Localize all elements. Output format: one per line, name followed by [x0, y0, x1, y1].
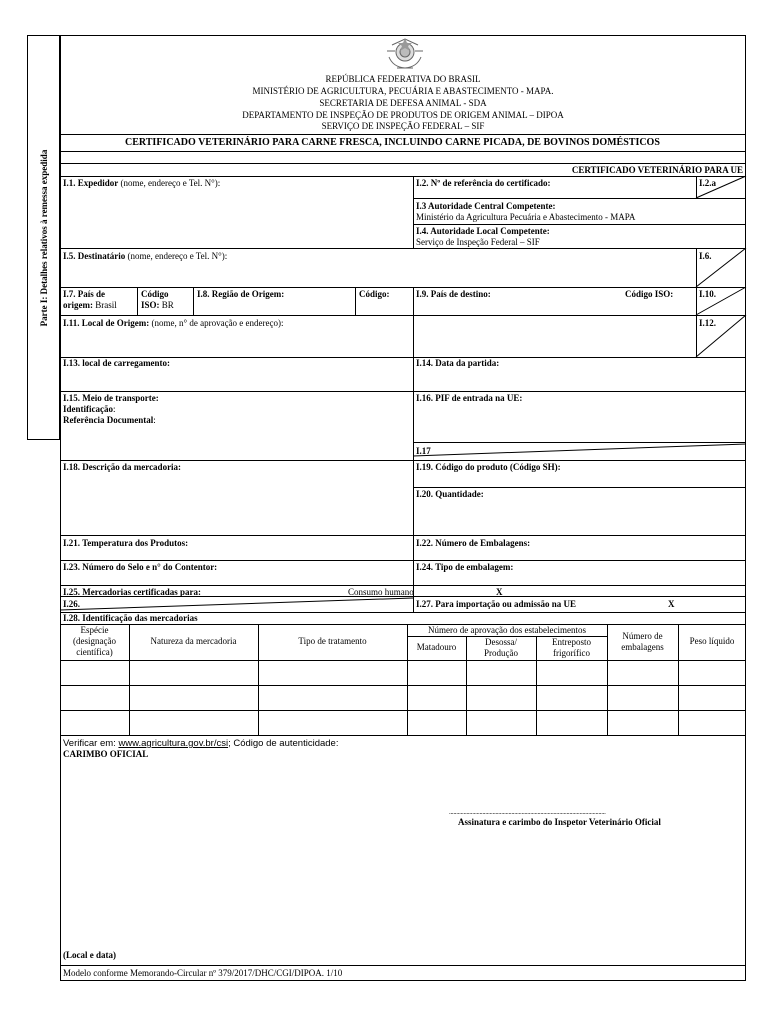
table-header-numero-2: embalagens: [621, 642, 664, 652]
field-i15-label: I.15. Meio de transporte:: [63, 393, 159, 403]
field-i24-label: I.24. Tipo de embalagem:: [416, 562, 514, 572]
field-i21-label: I.21. Temperatura dos Produtos:: [63, 538, 189, 548]
field-i4-value: Serviço de Inspeção Federal – SIF: [416, 237, 540, 247]
signature-label: Assinatura e carimbo do Inspetor Veterinário Oficial: [458, 817, 661, 827]
table-header-peso: Peso líquido: [689, 636, 735, 646]
signature-line: ............................................................................................................: [449, 808, 606, 816]
table-header-especie-2: (designação: [73, 636, 116, 646]
field-i7-label: I.7. País de: [63, 289, 106, 299]
certificate-subtitle: CERTIFICADO VETERINÁRIO PARA UE: [571, 165, 743, 175]
table-header-numero-1: Número de: [622, 631, 663, 641]
field-i26-label: I.26.: [63, 599, 81, 609]
verification-link[interactable]: www.agricultura.gov.br/csi: [118, 738, 229, 749]
field-codigo-label: Código: [141, 289, 169, 299]
field-i4-label: I.4. Autoridade Local Competente:: [416, 226, 550, 236]
field-i18-label: I.18. Descrição da mercadoria:: [63, 462, 182, 472]
table-header-especie-3: científica): [76, 647, 113, 657]
field-i22-label: I.22. Número de Embalagens:: [416, 538, 531, 548]
field-i25-value: Consumo humano: [348, 587, 414, 597]
brazil-coat-of-arms-icon: [383, 37, 427, 71]
field-i27-label: I.27. Para importação ou admissão na UE: [416, 599, 577, 609]
header-line-1: REPÚBLICA FEDERATIVA DO BRASIL: [325, 74, 481, 84]
official-stamp-label: CARIMBO OFICIAL: [63, 749, 149, 759]
table-header-matadouro: Matadouro: [416, 642, 457, 652]
field-i12-label: I.12.: [699, 318, 717, 328]
table-header-group: Número de aprovação dos estabelecimentos: [428, 625, 586, 635]
field-codigo-value: ISO: BR: [141, 300, 174, 310]
field-i3-label: I.3 Autoridade Central Competente:: [416, 201, 556, 211]
field-i9-label: I.9. País de destino:: [416, 289, 491, 299]
header-line-5: SERVIÇO DE INSPEÇÃO FEDERAL – SIF: [321, 121, 485, 131]
field-i14-label: I.14. Data da partida:: [416, 358, 500, 368]
table-header-entreposto-1: Entreposto: [552, 637, 591, 647]
field-i15-identificacao: Identificação:: [63, 404, 116, 414]
verification-text: Verificar em: www.agricultura.gov.br/csi; Código de autenticidade:: [63, 738, 339, 749]
field-i28-label: I.28. Identificação das mercadorias: [63, 613, 198, 623]
field-i19-label: I.19. Código do produto (Código SH):: [416, 462, 561, 472]
field-i10-label: I.10.: [699, 289, 717, 299]
field-i20-label: I.20. Quantidade:: [416, 489, 484, 499]
field-i16-label: I.16. PIF de entrada na UE:: [416, 393, 523, 403]
field-i6-label: I.6.: [699, 251, 712, 261]
table-header-especie-1: Espécie: [80, 625, 109, 635]
field-i23-label: I.23. Número do Selo e n° do Contentor:: [63, 562, 218, 572]
field-i13-label: I.13. local de carregamento:: [63, 358, 171, 368]
table-header-tipo: Tipo de tratamento: [298, 636, 367, 646]
header-line-3: SECRETARIA DE DEFESA ANIMAL - SDA: [319, 98, 487, 108]
table-header-desossa-1: Desossa/: [485, 637, 517, 647]
field-i25-mark: X: [496, 587, 503, 597]
place-date-label: (Local e data): [63, 950, 116, 960]
field-codigo-iso-label: Código ISO:: [625, 289, 674, 299]
field-i5-label: I.5. Destinatário (nome, endereço e Tel. N°):: [63, 251, 228, 261]
side-label: Parte I: Detalhes relativos à remessa expedida: [38, 149, 49, 326]
field-i27-mark: X: [668, 599, 675, 609]
side-label-box: [27, 35, 60, 440]
field-i17-label: I.17: [416, 446, 431, 456]
table-header-entreposto-2: frigorífico: [553, 648, 590, 658]
header-line-4: DEPARTAMENTO DE INSPEÇÃO DE PRODUTOS DE ORIGEM ANIMAL – DIPOA: [242, 110, 564, 120]
field-i7-value: origem: Brasil: [63, 300, 117, 310]
field-i15-referencia: Referência Documental:: [63, 415, 156, 425]
header-line-2: MINISTÉRIO DE AGRICULTURA, PECUÁRIA E ABASTECIMENTO - MAPA.: [252, 86, 554, 96]
field-codigo2-label: Código:: [359, 289, 390, 299]
certificate-title: CERTIFICADO VETERINÁRIO PARA CARNE FRESCA, INCLUINDO CARNE PICADA, DE BOVINOS DOMÉSTICOS: [125, 137, 660, 148]
field-i25-label: I.25. Mercadorias certificadas para:: [63, 587, 202, 597]
field-i2-label: I.2. Nº de referência do certificado:: [416, 178, 551, 188]
field-i1-label: I.1. Expedidor (nome, endereço e Tel. N°):: [63, 178, 221, 188]
field-i3-value: Ministério da Agricultura Pecuária e Abastecimento - MAPA: [416, 212, 636, 222]
field-i8-label: I.8. Região de Origem:: [197, 289, 285, 299]
field-i11-label: I.11. Local de Origem: (nome, n° de aprovação e endereço):: [63, 318, 284, 328]
model-reference: Modelo conforme Memorando-Circular nº 379/2017/DHC/CGI/DIPOA. 1/10: [63, 968, 343, 978]
field-i2a-label: I.2.a: [699, 178, 717, 188]
table-header-natureza: Natureza da mercadoria: [150, 636, 237, 646]
table-header-desossa-2: Produção: [484, 648, 518, 658]
